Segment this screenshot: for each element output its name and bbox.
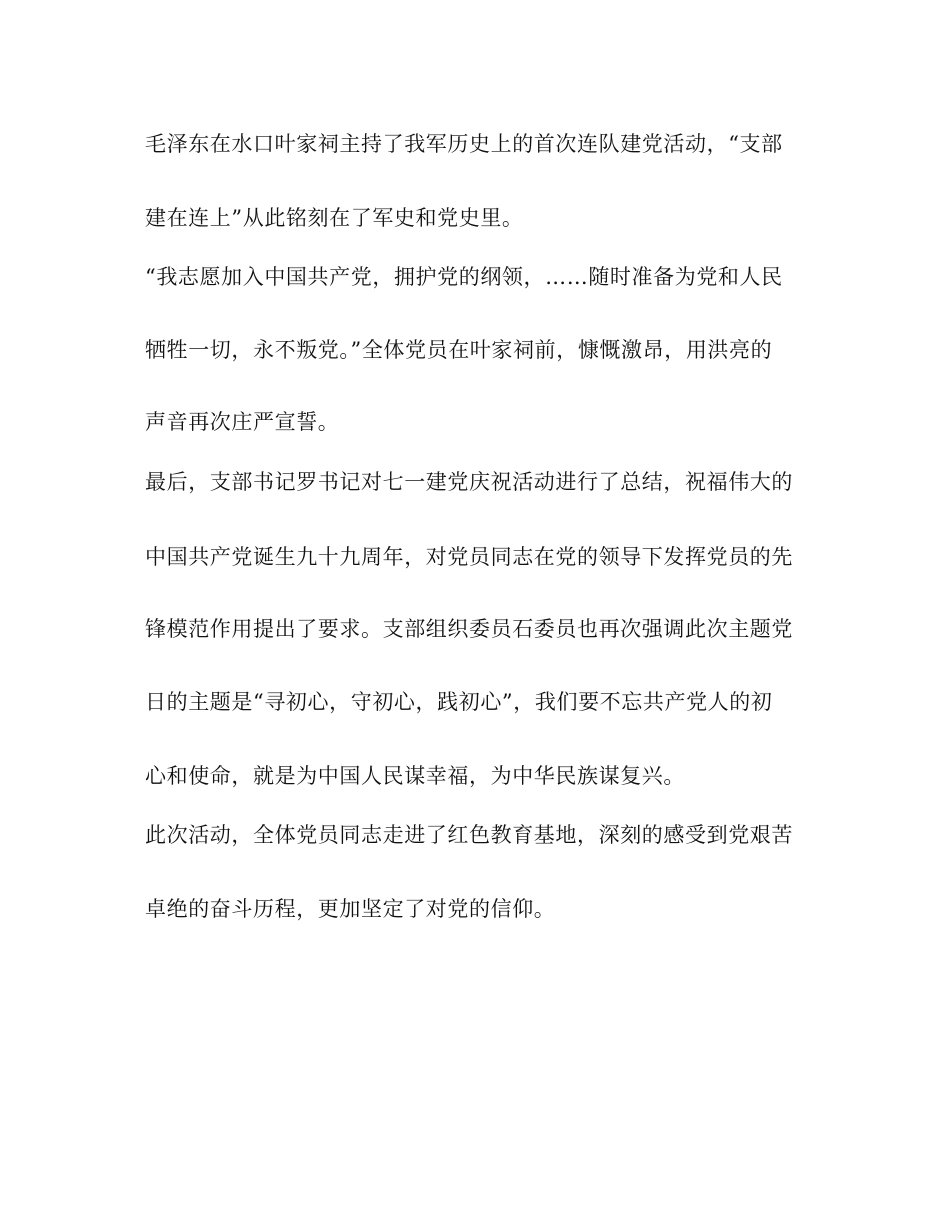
paragraph-3-line-2: 中国共产党诞生九十九周年，对党员同志在党的领导下发挥党员的先 [145, 545, 793, 569]
paragraph-4-line-1: 此次活动，全体党员同志走进了红色教育基地，深刻的感受到党艰苦 [145, 823, 793, 847]
paragraph-4-line-2: 卓绝的奋斗历程，更加坚定了对党的信仰。 [145, 897, 556, 921]
paragraph-3-line-4: 日的主题是“寻初心，守初心，践初心”，我们要不忘共产党人的初 [145, 690, 773, 714]
paragraph-2-line-2: 牺牲一切，永不叛党。”全体党员在叶家祠前，慷慨激昂，用洪亮的 [145, 338, 773, 362]
paragraph-2-line-3: 声音再次庄严宣誓。 [145, 410, 340, 434]
paragraph-1-line-1: 毛泽东在水口叶家祠主持了我军历史上的首次连队建党活动，“支部 [145, 132, 783, 156]
paragraph-3-line-5: 心和使命，就是为中国人民谋幸福，为中华民族谋复兴。 [145, 764, 685, 788]
paragraph-1-line-2: 建在连上”从此铭刻在了军史和党史里。 [145, 206, 524, 230]
paragraph-2-line-1: “我志愿加入中国共产党，拥护党的纲领，……随时准备为党和人民 [145, 265, 783, 289]
paragraph-3-line-1: 最后，支部书记罗书记对七一建党庆祝活动进行了总结，祝福伟大的 [145, 470, 793, 494]
paragraph-3-line-3: 锋模范作用提出了要求。支部组织委员石委员也再次强调此次主题党 [145, 617, 793, 641]
